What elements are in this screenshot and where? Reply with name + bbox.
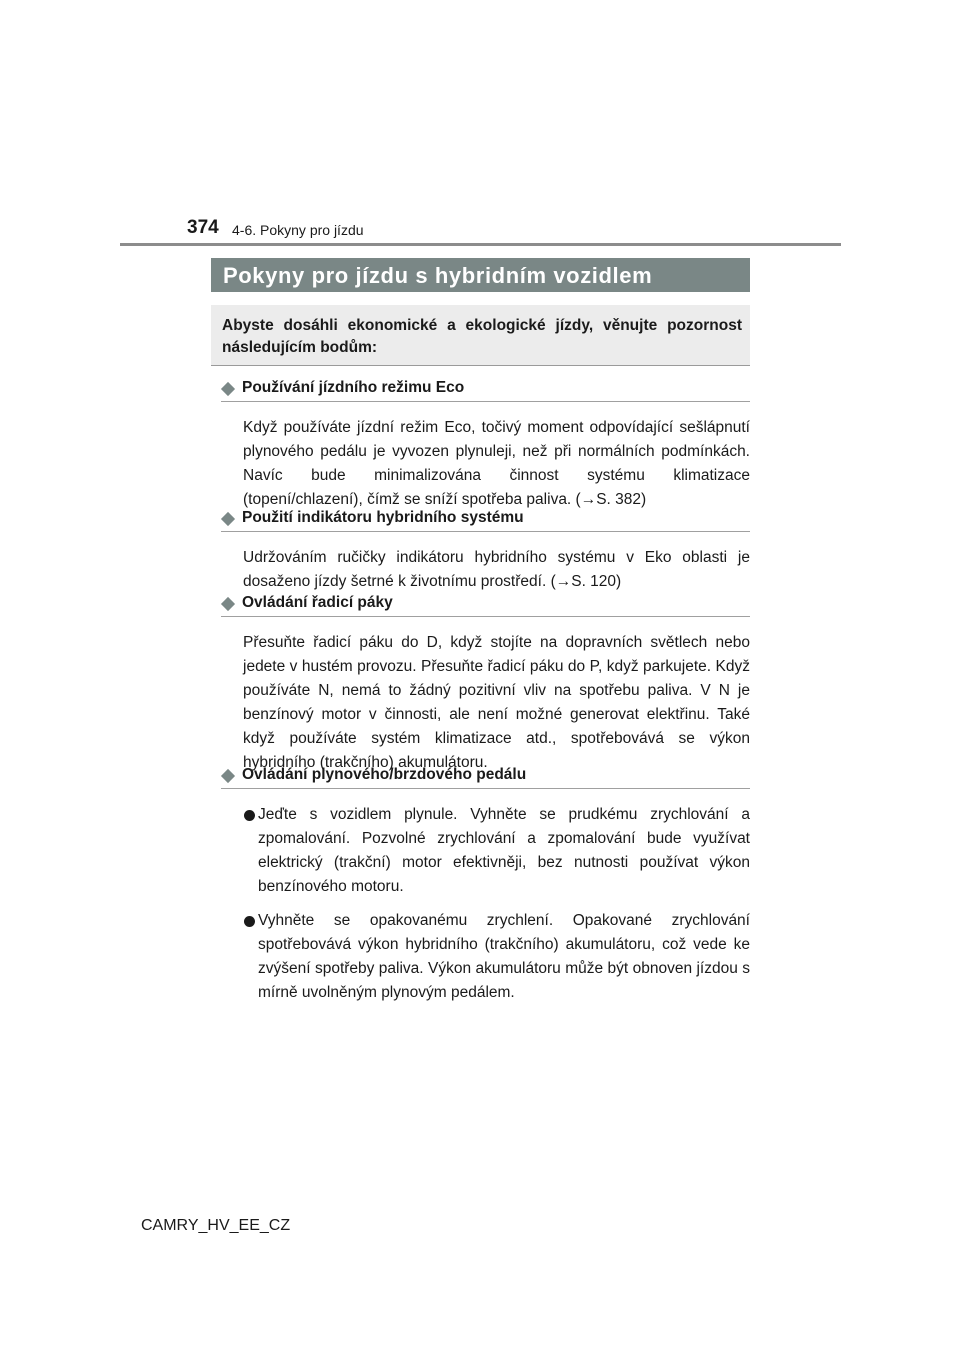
- list-item: [243, 909, 750, 1005]
- section-title: Použití indikátoru hybridního systému: [242, 509, 524, 526]
- section-shift-lever: [221, 594, 750, 775]
- section-hybrid-indicator: [221, 509, 750, 594]
- section-heading: [221, 509, 750, 532]
- intro-box: [211, 305, 750, 366]
- section-body: Přesuňte řadicí páku do D, když stojíte na dopravních světlech nebo jedete v hustém provozu. Přesuňte řadicí páku do P, když parkujete. Když používáte N, nemá to žádný pozitivní vliv na spotřebu paliva. V N je benzínový motor v činnosti, ale není možné generovat elektřinu. Také když používáte systém klimatizace atd., spotřebovává se výkon hybridního (trakčního) akumulátoru.: [243, 634, 750, 771]
- bullet-icon: [244, 916, 255, 927]
- page-number: 374: [187, 217, 219, 238]
- section-heading: [221, 766, 750, 789]
- chapter-title: 4-6. Pokyny pro jízdu: [232, 222, 364, 238]
- page-title: Pokyny pro jízdu s hybridním vozidlem: [223, 263, 653, 288]
- section-title: Ovládání řadicí páky: [242, 594, 393, 611]
- section-title: Ovládání plynového/brzdového pedálu: [242, 766, 527, 783]
- section-body: Když používáte jízdní režim Eco, točivý moment odpovídající sešlápnutí plynového pedálu je vyvozen plynuleji, než při normálních podmínkách. Navíc bude minimalizována činnost systému klimatizace (topení/chlazení), čímž se sníží spotřeba paliva. (→S. 382): [243, 419, 750, 508]
- diamond-icon: [221, 597, 235, 611]
- diamond-icon: [221, 769, 235, 783]
- section-eco-mode: [221, 379, 750, 512]
- bullet-text: Jeďte s vozidlem plynule. Vyhněte se prudkému zrychlování a zpomalování. Pozvolné zrychlování a zpomalování bude využívat elektrický (trakční) motor efektivněji, bez nutnosti používat výkon benzínového motoru.: [258, 806, 750, 895]
- diamond-icon: [221, 382, 235, 396]
- bullet-icon: [244, 810, 255, 821]
- header-rule: [120, 243, 841, 246]
- section-body: Udržováním ručičky indikátoru hybridního systému v Eko oblasti je dosaženo jízdy šetrné k životnímu prostředí. (→S. 120): [243, 549, 750, 590]
- footer-code: CAMRY_HV_EE_CZ: [141, 1217, 291, 1234]
- section-heading: [221, 594, 750, 617]
- section-heading: [221, 379, 750, 402]
- title-band: [211, 258, 750, 292]
- list-item: [243, 803, 750, 899]
- bullet-text: Vyhněte se opakovanému zrychlení. Opakované zrychlování spotřebovává výkon hybridního (trakčního) akumulátoru, což vede ke zvýšení spotřeby paliva. Výkon akumulátoru může být obnoven jízdou s mírně uvolněným plynovým pedálem.: [258, 912, 750, 1001]
- intro-text: Abyste dosáhli ekonomické a ekologické jízdy, věnujte pozornost následujícím bodům:: [222, 317, 742, 356]
- section-title: Používání jízdního režimu Eco: [242, 379, 465, 396]
- section-pedal-control: [221, 766, 750, 1005]
- diamond-icon: [221, 512, 235, 526]
